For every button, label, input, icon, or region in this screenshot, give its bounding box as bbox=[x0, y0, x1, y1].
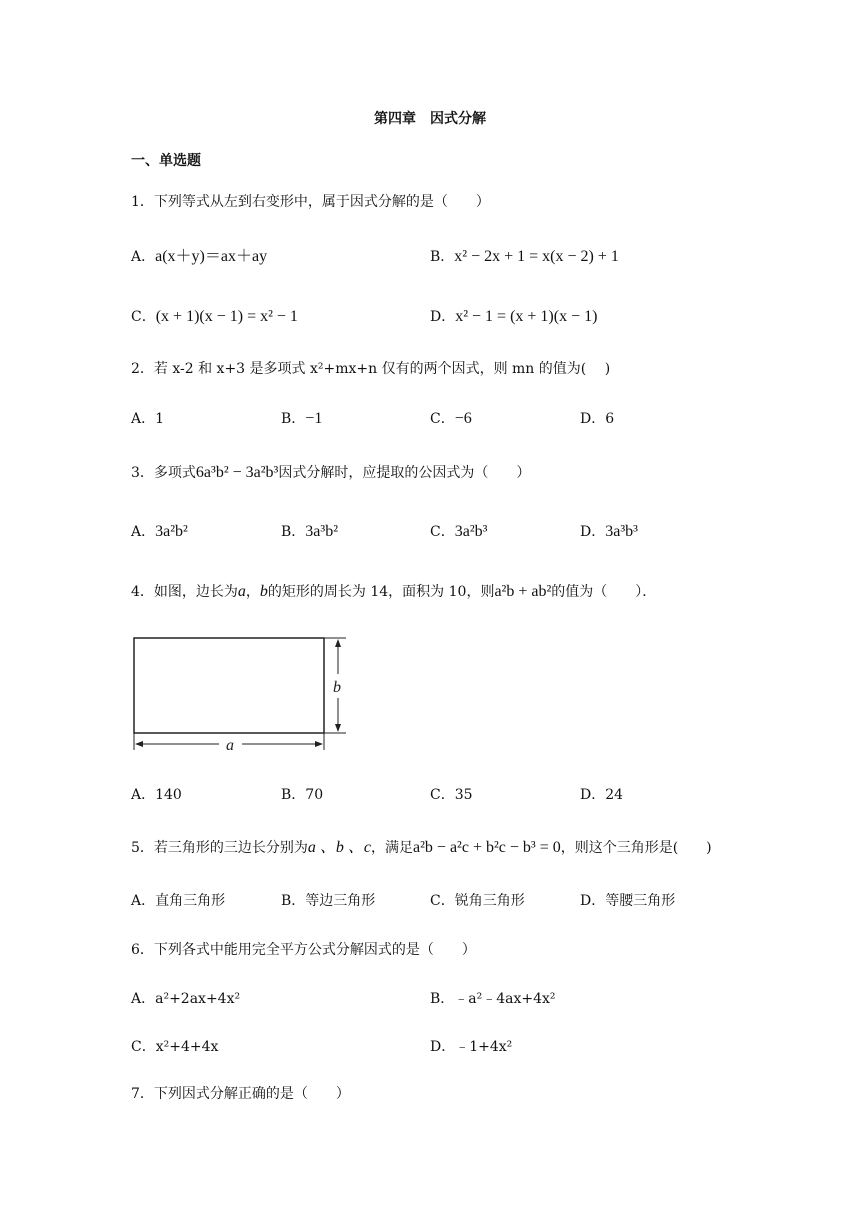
q1-c-label: C． bbox=[131, 309, 156, 325]
q3-stem-a: 3．多项式 bbox=[131, 465, 196, 481]
q2-b-label: B． bbox=[281, 411, 306, 427]
q2-option-d: D．6 bbox=[580, 411, 615, 427]
q3-a-expr: 3a²b² bbox=[155, 523, 188, 540]
q4-var-a: a bbox=[237, 583, 246, 600]
q3-option-a bbox=[131, 522, 188, 542]
q1-b-expr: x² − 2x + 1 = x(x − 2) + 1 bbox=[454, 248, 619, 265]
a-arrow-right bbox=[315, 741, 323, 747]
q3-option-c bbox=[430, 522, 487, 542]
q5-option-b: B．等边三角形 bbox=[281, 893, 376, 909]
q6-option-d: D．﹣1+4x² bbox=[430, 1039, 513, 1055]
q4-option-d: D．24 bbox=[580, 787, 624, 803]
q2-b-value: −1 bbox=[305, 410, 323, 427]
q7-stem: 7．下列因式分解正确的是（ ） bbox=[131, 1086, 350, 1102]
q1-c-expr: (x + 1)(x − 1) = x² − 1 bbox=[155, 308, 298, 325]
q2-c-label: C． bbox=[430, 411, 455, 427]
q4-option-b: B．70 bbox=[281, 787, 324, 803]
q4-stem bbox=[131, 582, 656, 602]
q1-option-a bbox=[131, 247, 267, 267]
q5-vars: a 、b 、c bbox=[307, 839, 372, 856]
q3-option-b bbox=[281, 522, 338, 542]
rectangle-shape bbox=[134, 638, 324, 733]
b-arrow-up bbox=[335, 639, 341, 647]
q6-stem: 6．下列各式中能用完全平方公式分解因式的是（ ） bbox=[131, 942, 476, 958]
q5-stem-expr: a²b − a²c + b²c − b³ = 0 bbox=[413, 839, 561, 856]
q4-stem-c: 的值为（ ）． bbox=[551, 584, 657, 600]
q1-b-label: B． bbox=[430, 249, 455, 265]
q2-option-a: A．1 bbox=[131, 411, 165, 427]
q3-c-label: C． bbox=[430, 524, 455, 540]
q2-c-value: −6 bbox=[454, 410, 472, 427]
q4-stem-a: 4．如图，边长为 bbox=[131, 584, 238, 600]
q1-stem: 1．下列等式从左到右变形中，属于因式分解的是（ ） bbox=[131, 194, 490, 210]
q4-option-c: C．35 bbox=[430, 787, 473, 803]
q2-stem: 2．若 x-2 和 x+3 是多项式 x²+mx+n 仅有的两个因式，则 mn 的值为( ) bbox=[131, 361, 611, 377]
b-arrow-down bbox=[335, 724, 341, 732]
q1-option-c bbox=[131, 307, 298, 327]
q6-option-a: A．a²+2ax+4x² bbox=[131, 991, 241, 1007]
q5-stem-b: ，满足 bbox=[371, 840, 414, 856]
a-arrow-left bbox=[135, 741, 143, 747]
q3-d-expr: 3a³b³ bbox=[605, 523, 638, 540]
q1-d-label: D． bbox=[430, 309, 456, 325]
q5-option-a: A．直角三角形 bbox=[131, 893, 226, 909]
q1-a-label: A． bbox=[131, 249, 156, 265]
q3-b-expr: 3a³b² bbox=[305, 523, 338, 540]
q3-option-d bbox=[580, 522, 638, 542]
fig-label-b: b bbox=[333, 679, 341, 696]
q6-option-c: C．x²+4+4x bbox=[131, 1039, 219, 1055]
q3-stem bbox=[131, 463, 530, 483]
chapter-title: 第四章 因式分解 bbox=[374, 111, 486, 127]
q6-option-b: B．﹣a²﹣4ax+4x² bbox=[430, 991, 556, 1007]
rectangle-figure bbox=[124, 630, 354, 760]
q2-option-c bbox=[430, 409, 472, 429]
q5-stem-c: ，则这个三角形是( ) bbox=[560, 840, 712, 856]
q2-option-b bbox=[281, 409, 322, 429]
q5-option-d: D．等腰三角形 bbox=[580, 893, 676, 909]
q5-stem bbox=[131, 838, 712, 858]
q3-c-expr: 3a²b³ bbox=[454, 523, 488, 540]
section-heading: 一、单选题 bbox=[131, 153, 201, 169]
fig-label-a: a bbox=[226, 737, 234, 754]
q5-option-c: C．锐角三角形 bbox=[430, 893, 525, 909]
q4-stem-expr: a²b + ab² bbox=[494, 583, 552, 600]
q3-a-label: A． bbox=[131, 524, 156, 540]
q3-stem-b: 因式分解时，应提取的公因式为（ ） bbox=[278, 465, 531, 481]
q4-stem-mid: ， bbox=[245, 584, 260, 600]
q4-stem-b: 的矩形的周长为 14，面积为 10，则 bbox=[267, 584, 495, 600]
q4-option-a: A．140 bbox=[131, 787, 182, 803]
q3-d-label: D． bbox=[580, 524, 606, 540]
q1-d-expr: x² − 1 = (x + 1)(x − 1) bbox=[455, 308, 598, 325]
q1-option-d bbox=[430, 307, 597, 327]
q1-option-b bbox=[430, 247, 619, 267]
q3-b-label: B． bbox=[281, 524, 306, 540]
q5-stem-a: 5．若三角形的三边长分别为 bbox=[131, 840, 308, 856]
q1-a-expr: a(x＋y)＝ax＋ay bbox=[155, 248, 268, 265]
q3-stem-expr: 6a³b² − 3a²b³ bbox=[195, 464, 279, 481]
q4-var-b: b bbox=[259, 583, 268, 600]
